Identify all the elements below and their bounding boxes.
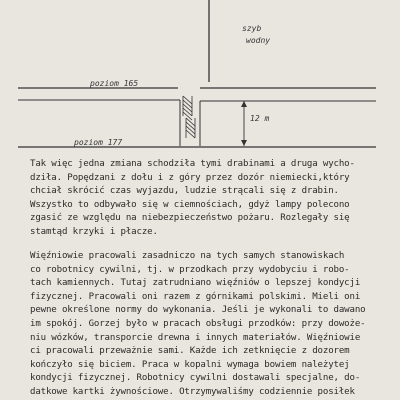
text-line: Więźniowie pracowali zasadniczo na tych samych stanowiskach [30,251,345,261]
text-line: datkowe kartki żywnościowe. Otrzymywaliśmy codziennie posiłek [30,386,355,397]
text-line: im spokój. Gorzej było w pracach obsługi przodków: przy dowoże- [30,318,366,329]
text-line: dziła. Popędzani z dołu i z góry przez dozór niemiecki,który [30,172,350,183]
shaft-label-top: szyb [242,24,262,33]
text-line: zgasić ze względu na niebezpieczeństwo pożaru. Rozlegały się [30,213,350,224]
upper-level-label: poziom 165 [90,79,139,88]
text-line: kondycji fizycznej. Robotnicy cywilni dostawali specjalne, do- [30,373,361,384]
ladder-lower [186,118,195,138]
shaft-diagram [0,0,400,160]
shaft-label-bottom: wodny [246,36,271,45]
text-line: kończyło się biciem. Praca w kopalni wymaga bowiem należytej [30,359,350,370]
text-line: niu wózków, transporcie drewna i innych materiałów. Więźniowie [30,332,361,343]
ladder-upper [183,96,192,120]
text-line: chciał skrócić czas wyjazdu, ludzie strącali się z drabin. [30,186,339,197]
text-line: tach kamiennych. Tutaj zatrudniano więźniów o lepszej kondycji [30,278,361,289]
text-line: pewne określone normy do wykonania. Jeśli je wykonali to dawano [30,305,366,316]
lower-level-label: poziom 177 [74,138,123,147]
text-line: co robotnicy cywilni, tj. w przodkach przy wydobyciu i robo- [30,264,350,275]
text-line: Tak więc jedna zmiana schodziła tymi drabinami a druga wycho- [30,159,355,169]
text-line: ci pracowali przeważnie sami. Każde ich zetknięcie z dozorem [30,346,350,357]
text-line: fizycznej. Pracowali oni razem z górnikami polskimi. Mieli oni [30,291,361,302]
text-line: Wszystko to odbywało się w ciemnościach, gdyż lampy polecono [30,199,350,210]
text-line: stamtąd krzyki i płacze. [30,226,158,237]
paragraph-1 [30,158,380,240]
paragraph-2 [30,250,380,400]
height-label: 12 m [250,114,270,123]
